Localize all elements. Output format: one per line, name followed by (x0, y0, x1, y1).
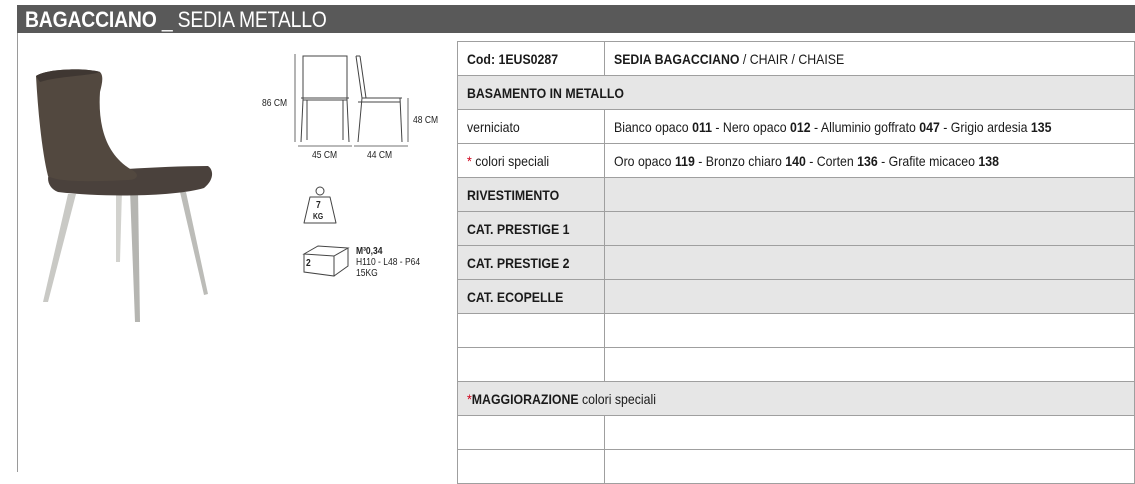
empty-row (458, 314, 1135, 348)
chair-leg-front-right (130, 190, 140, 322)
base-section-row (458, 76, 1135, 110)
painted-color-code: 135 (1030, 118, 1052, 135)
weight-unit: KG (313, 212, 324, 221)
special-label: colori speciali (475, 152, 550, 169)
chair-backrest (36, 69, 137, 181)
surcharge-row (458, 382, 1135, 416)
separator: - (939, 118, 951, 135)
painted-row (458, 110, 1135, 144)
seat-height-label: 48 CM (413, 115, 439, 126)
page-title (25, 5, 327, 33)
cat-prestige-1-row (458, 212, 1135, 246)
package-count: 2 (306, 258, 311, 269)
covering-title: RIVESTIMENTO (467, 186, 560, 203)
base-section-title-cell (458, 76, 1135, 110)
painted-colors-cell (605, 110, 1135, 144)
product-category: _ SEDIA METALLO (156, 7, 327, 32)
special-colors-cell (605, 144, 1135, 178)
painted-color-code: 047 (919, 118, 940, 135)
painted-color-name: Nero opaco (722, 118, 791, 135)
package-size: H110 - L48 - P64 (356, 257, 421, 268)
product-description-bold: SEDIA BAGACCIANO (614, 50, 740, 67)
special-color-name: Bronzo chiaro (705, 152, 786, 169)
covering-section-row (458, 178, 1135, 212)
empty-cell (605, 416, 1135, 450)
special-colors-row (458, 144, 1135, 178)
cat-prestige-2-cell (458, 246, 605, 280)
special-color-code: 140 (785, 152, 806, 169)
special-label-cell (458, 144, 605, 178)
chair-leg-front-left (43, 194, 76, 302)
depth-label: 44 CM (367, 150, 393, 161)
empty-cell (458, 348, 605, 382)
special-color-code: 138 (978, 152, 999, 169)
cat-prestige-1-value (605, 212, 1135, 246)
separator: - (694, 152, 706, 169)
painted-colors (614, 119, 1051, 135)
cat-ecopelle-label: CAT. ECOPELLE (467, 288, 564, 305)
weight-value: 7 (316, 200, 321, 211)
surcharge-cell (458, 382, 1135, 416)
cat-prestige-2-row (458, 246, 1135, 280)
cat-prestige-1-label: CAT. PRESTIGE 1 (467, 220, 570, 237)
cat-ecopelle-cell (458, 280, 605, 314)
spec-table (457, 41, 1135, 484)
covering-title-cell (458, 178, 605, 212)
left-border (17, 33, 18, 472)
code-row (458, 42, 1135, 76)
empty-row (458, 348, 1135, 382)
width-label: 45 CM (312, 150, 338, 161)
height-label: 86 CM (262, 98, 288, 109)
painted-label-cell (458, 110, 605, 144)
surcharge-rest: colori speciali (578, 390, 656, 407)
painted-color-code: 012 (790, 118, 811, 135)
surcharge-bold: MAGGIORAZIONE (471, 390, 579, 407)
painted-color-name: Alluminio goffrato (820, 118, 920, 135)
cat-prestige-2-value (605, 246, 1135, 280)
painted-label: verniciato (467, 118, 520, 135)
product-description-cell (605, 42, 1135, 76)
covering-empty-cell (605, 178, 1135, 212)
empty-cell (605, 314, 1135, 348)
painted-color-code: 011 (692, 118, 712, 135)
painted-color-name: Bianco opaco (614, 118, 693, 135)
chair-photo (28, 62, 218, 327)
empty-row (458, 416, 1135, 450)
special-color-name: Grafite micaceo (888, 152, 979, 169)
empty-cell (605, 348, 1135, 382)
asterisk-mark: * (467, 152, 472, 169)
asterisk-mark: * (467, 390, 472, 407)
empty-row (458, 450, 1135, 484)
empty-cell (458, 416, 605, 450)
separator: - (877, 152, 889, 169)
chair-leg-back-left (116, 190, 122, 262)
special-color-name: Oro opaco (614, 152, 675, 169)
cat-prestige-1-cell (458, 212, 605, 246)
chair-leg-back-right (180, 192, 208, 295)
separator: - (805, 152, 817, 169)
cat-prestige-2-label: CAT. PRESTIGE 2 (467, 254, 570, 271)
special-color-code: 119 (674, 152, 695, 169)
product-code-cell (458, 42, 605, 76)
product-name: BAGACCIANO (25, 7, 157, 32)
product-code: Cod: 1EUS0287 (467, 50, 559, 67)
separator: - (810, 118, 821, 135)
dimension-lines (290, 50, 420, 150)
painted-color-name: Grigio ardesia (950, 118, 1031, 135)
empty-cell (458, 314, 605, 348)
package-weight: 15KG (356, 268, 378, 279)
empty-cell (605, 450, 1135, 484)
empty-cell (458, 450, 605, 484)
special-colors (614, 153, 999, 169)
special-color-name: Corten (816, 152, 858, 169)
title-bar (17, 5, 1135, 33)
product-description-rest: / CHAIR / CHAISE (739, 50, 845, 67)
package-volume: M³0,34 (356, 246, 383, 257)
special-color-code: 136 (857, 152, 878, 169)
base-section-title: BASAMENTO IN METALLO (467, 84, 624, 101)
cat-ecopelle-row (458, 280, 1135, 314)
cat-ecopelle-value (605, 280, 1135, 314)
separator: - (711, 118, 723, 135)
